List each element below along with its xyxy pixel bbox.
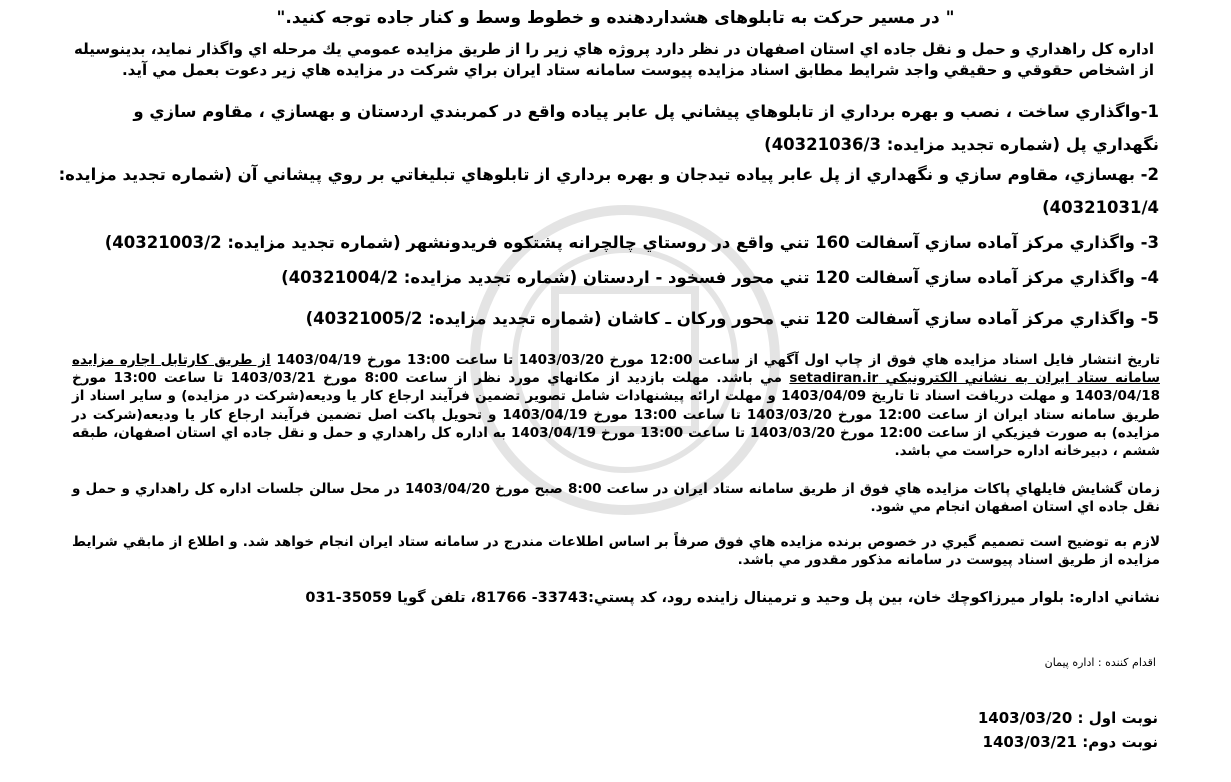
schedule-paragraph [72, 351, 1160, 460]
tender-item-1: 1-واگذاري ساخت ، نصب و بهره برداري از تابلوهاي پيشاني پل عابر پياده واقع در كمربندي اردستان و بهسازي ، مقاوم سازي و نگهداري پل (شماره تجديد مزايده: 40321036/3) [133, 102, 1159, 154]
schedule-text-rest: مي باشد. مهلت بازديد از مكانهاي مورد نظر از ساعت 8:00 مورخ 1403/03/21 تا ساعت 13:00 مورخ 1403/04/18 و مهلت دريافت اسناد تا تاريخ 1403/04/09 و مهلت ارائه پيشنهادات شامل تصوير تضمين فرآيند ارجاع كار يا وديعه(شركت در مزايده) و ساير اسناد از طريق سامانه ستاد ايران از ساعت 12:00 مورخ 1403/03/20 تا ساعت 13:00 مورخ 1403/04/19 و تحويل پاكت اصل تضمين فرآيند ارجاع كار يا وديعه(شركت در مزايده) به صورت فيزيكي از ساعت 12:00 مورخ 1403/03/20 تا ساعت 13:00 مورخ 1403/04/19 به اداره كل راهداري و حمل و نقل جاده اي استان اصفهان، طبقه ششم ، دبيرخانه اداره حراست مي باشد. [72, 370, 1160, 460]
safety-slogan-title: " در مسیر حرکت به تابلوهای هشداردهنده و خطوط وسط و کنار جاده توجه کنید." [276, 8, 955, 28]
publication-rounds [800, 706, 1158, 754]
tender-item-4: 4- واگذاري مركز آماده سازي آسفالت 120 تني محور فسخود - اردستان (شماره تجديد مزايده: 40321004/2) [281, 268, 1159, 287]
first-round-date: نوبت اول : 1403/03/20 [977, 709, 1158, 727]
issuer-signature: اقدام کننده : اداره پیمان [1044, 656, 1156, 669]
second-round-date: نوبت دوم: 1403/03/21 [982, 733, 1158, 751]
note-paragraph: لازم به توضيح است تصميم گيري در خصوص برنده مزايده هاي فوق صرفاً بر اساس اطلاعات مندرج در سامانه ستاد ايران انجام خواهد شد. و اطلاع از مابقي شرايط مزايده از طريق اسناد پيوست در سامانه مذكور مقدور مي باشد. [72, 534, 1160, 569]
opening-paragraph: زمان گشايش فايلهاي پاكات مزايده هاي فوق از طريق سامانه ستاد ايران در ساعت 8:00 صبح مورخ 1403/04/20 در محل سالن جلسات اداره كل راهداري و حمل و نقل جاده اي استان اصفهان انجام مي شود. [72, 481, 1160, 516]
setadiran-link-text: از طريق كارتابل اجاره مزايده سامانه ستاد ايران به نشاني الكترونيكي setadiran.ir [72, 352, 1160, 387]
tender-item-2: 2- بهسازي، مقاوم سازي و نگهداري از پل عابر پياده تيدجان و بهره برداري از تابلوهاي تبليغاتي بر روي پيشاني آن (شماره تجديد مزايده: 40321031/4) [58, 165, 1159, 217]
tender-item-3: 3- واگذاري مركز آماده سازي آسفالت 160 تني واقع در روستاي چالچرانه پشتكوه فريدونشهر (شماره تجديد مزايده: 40321003/2) [104, 233, 1159, 252]
intro-paragraph: اداره كل راهداري و حمل و نقل جاده اي استان اصفهان در نظر دارد پروژه هاي زير را از طريق مزايده عمومي يك مرحله اي واگذار نمايد، بدينوسيله از اشخاص حقوقي و حقيقي واجد شرايط مطابق اسناد مزايده پيوست سامانه ستاد ايران براي شركت در مزايده هاي زير دعوت بعمل مي آيد. [74, 40, 1154, 79]
schedule-text-start: تاريخ انتشار فايل اسناد مزايده هاي فوق از چاپ اول آگهي از ساعت 12:00 مورخ 1403/03/20 تا ساعت 13:00 مورخ 1403/04/19 [270, 352, 1161, 368]
tender-item-5: 5- واگذاري مركز آماده سازي آسفالت 120 تني محور وركان ـ كاشان (شماره تجديد مزايده: 40321005/2) [305, 309, 1159, 328]
office-address: نشاني اداره: بلوار ميرزاكوچك خان، بين پل وحيد و ترمينال زاينده رود، كد پستي:33743- 81766، تلفن گويا 35059-031 [305, 590, 1160, 606]
